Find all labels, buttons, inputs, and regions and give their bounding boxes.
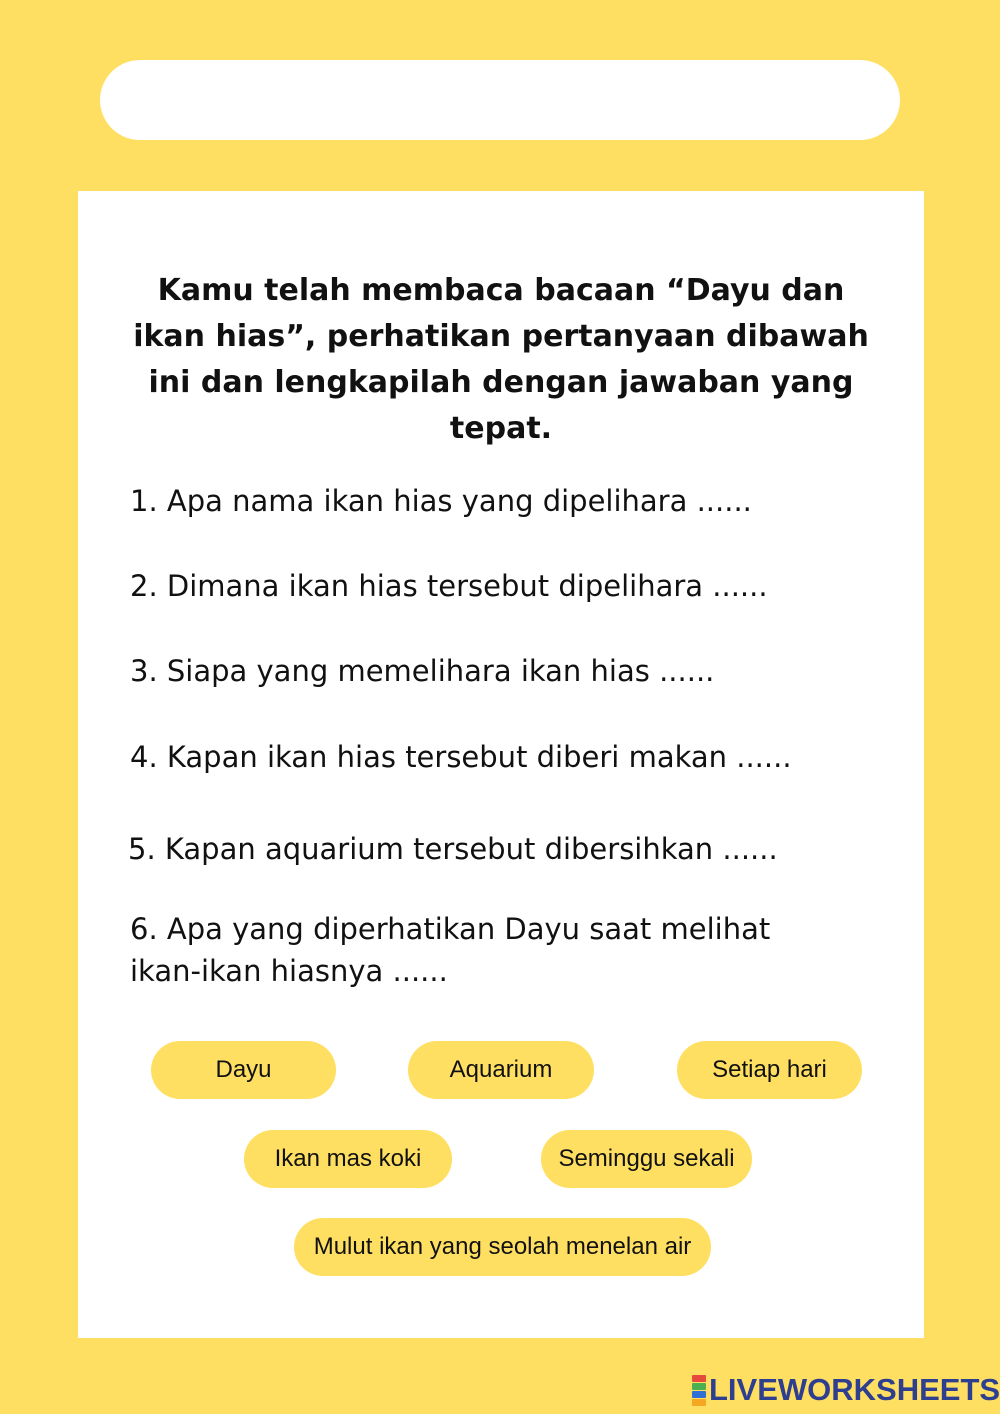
liveworksheets-logo-icon [692, 1375, 706, 1406]
instruction-text: Kamu telah membaca bacaan “Dayu dan ikan hias”, perhatikan pertanyaan dibawah ini dan lengkapilah dengan jawaban yang tepat. [133, 273, 869, 446]
answer-chip-dayu[interactable]: Dayu [151, 1041, 336, 1099]
question-5: 5. Kapan aquarium tersebut dibersihkan ...... [128, 832, 778, 866]
answer-chip-ikan-mas-koki[interactable]: Ikan mas koki [244, 1130, 452, 1188]
question-2: 2. Dimana ikan hias tersebut dipelihara ...... [130, 569, 768, 603]
question-6: 6. Apa yang diperhatikan Dayu saat melihat ikan-ikan hiasnya ...... [130, 912, 771, 988]
question-1: 1. Apa nama ikan hias yang dipelihara ...... [130, 484, 752, 518]
liveworksheets-logo [692, 1372, 1000, 1408]
question-3: 3. Siapa yang memelihara ikan hias ...... [130, 654, 715, 688]
answer-chip-mulut-ikan[interactable]: Mulut ikan yang seolah menelan air [294, 1218, 711, 1276]
question-4: 4. Kapan ikan hias tersebut diberi makan ...... [130, 740, 792, 774]
answer-chip-seminggu-sekali[interactable]: Seminggu sekali [541, 1130, 752, 1188]
answer-chip-setiap-hari[interactable]: Setiap hari [677, 1041, 862, 1099]
name-input-box[interactable] [100, 60, 900, 140]
logo-text: LIVEWORKSHEETS [709, 1372, 1000, 1407]
answer-chip-aquarium[interactable]: Aquarium [408, 1041, 594, 1099]
